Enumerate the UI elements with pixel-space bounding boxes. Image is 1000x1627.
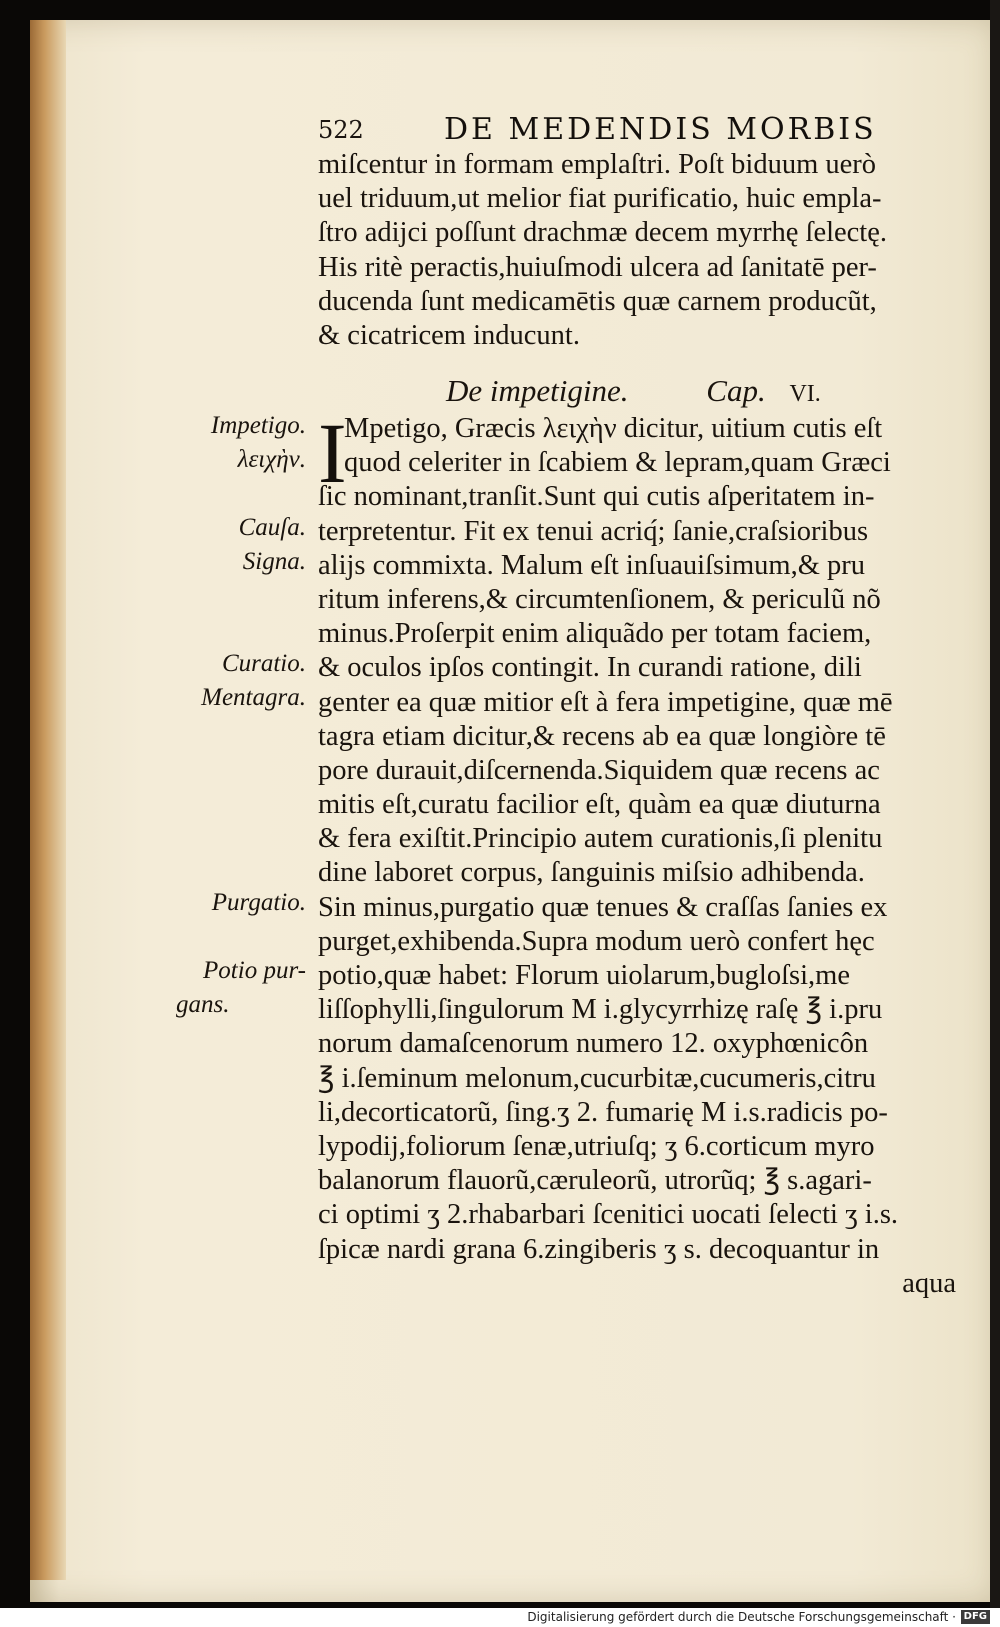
marginalia-column: [170, 0, 306, 1627]
dfg-logo: DFG: [961, 1610, 990, 1624]
text-line: norum damaſcenorum numero 12. oxyphœnicôn: [318, 1028, 869, 1060]
text-line: terpretentur. Fit ex tenui acriq́; ſanie,craſsioribus: [318, 515, 869, 547]
chapter-title: De impetigine.: [446, 373, 629, 408]
margin-note-potio-1: Potio pur-: [203, 957, 306, 984]
text-line: His ritè peractis,huiuſmodi ulcera ad ſanitatē per-: [318, 251, 877, 283]
margin-note-mentagra: Mentagra.: [201, 684, 306, 711]
text-line: ci optimi ʒ 2.rhabarbari ſcenitici uocati ſelecti ʒ i.s.: [318, 1199, 899, 1231]
text-line: alijs commixta. Malum eſt inſuauiſsimum,& pru: [318, 549, 865, 581]
text-line: & cicatricem inducunt.: [318, 319, 580, 351]
body-text-top: [318, 148, 960, 353]
book-spine-edge: [30, 20, 66, 1580]
body-text-main: [318, 405, 960, 1301]
chapter-cap-label: Cap.: [706, 373, 766, 408]
text-line: li,decorticatorũ, ſing.ʒ 2. fumarię M i.s.radicis po-: [318, 1096, 888, 1128]
text-line: ℥ i.ſeminum melonum,cucurbitæ,cucumeris,citru: [318, 1062, 876, 1094]
text-line: liſſophylli,ſingulorum M i.glycyrrhizę raſę ℥ i.pru: [318, 994, 883, 1026]
footer-credit: Digitalisierung gefördert durch die Deutsche Forschungsgemeinschaft ·: [527, 1610, 956, 1624]
text-line: & oculos ipſos contingit. In curandi ratione, dili: [318, 652, 862, 684]
text-line: miſcentur in formam emplaſtri. Poſt biduum uerò: [318, 149, 877, 180]
margin-note-curatio: Curatio.: [221, 650, 306, 677]
text-line: dine laboret corpus, ſanguinis miſsio adhibenda.: [318, 857, 865, 889]
margin-note-greek: λειχὴν.: [237, 446, 306, 473]
running-head: [318, 112, 958, 152]
text-line: lypodij,foliorum ſenæ,utriuſq; ʒ 6.corticum myro: [318, 1130, 875, 1162]
chapter-number: VI.: [789, 381, 821, 407]
text-line: quod celeriter in ſcabiem & lepram,quam Græci: [344, 447, 891, 479]
text-line: mitis eſt,curatu facilior eſt, quàm ea quæ diuturna: [318, 789, 881, 821]
text-line: & fera exiſtit.Principio autem curationis,ſi plenitu: [318, 823, 883, 855]
margin-note-causa: Cauſa.: [238, 514, 306, 541]
margin-note-signa: Signa.: [242, 548, 306, 575]
text-line: tagra etiam dicitur,& recens ab ea quæ longiòre tē: [318, 720, 886, 752]
chapter-heading: [446, 373, 821, 409]
text-line: genter ea quæ mitior eſt à fera impetigine, quæ mē: [318, 686, 893, 718]
text-line: ſtro adijci poſſunt drachmæ decem myrrhę ſelectę.: [318, 217, 887, 249]
text-line: potio,quæ habet: Florum uiolarum,bugloſsi,me: [318, 960, 850, 991]
text-line: ducenda ſunt medicamētis quæ carnem producũt,: [318, 285, 877, 317]
page-number: 522: [318, 116, 364, 144]
margin-note-purgatio: Purgatio.: [211, 889, 306, 916]
margin-note-potio-2: gans.: [176, 991, 230, 1018]
text-line: balanorum flauorũ,cæruleorũ, utrorũq; ℥ s.agari-: [318, 1165, 872, 1197]
catchword: aqua: [902, 1267, 956, 1299]
text-line: ſic nominant,tranſit.Sunt qui cutis aſperitatem in-: [318, 481, 875, 513]
text-line: minus.Proſerpit enim aliquãdo per totam faciem,: [318, 618, 872, 650]
text-line: ritum inferens,& circumtenſionem, & periculũ nõ: [318, 583, 881, 615]
text-line: Mpetigo, Græcis λειχὴν dicitur, uitium cutis eſt: [344, 413, 883, 444]
margin-note-impetigo: Impetigo.: [210, 412, 306, 439]
drop-cap: I: [318, 405, 347, 501]
scan-right-edge: [990, 0, 1000, 1608]
text-line: ſpicæ nardi grana 6.zingiberis ʒ s. decoquantur in: [318, 1233, 880, 1265]
text-line: purget,exhibenda.Supra modum uerò confert hęc: [318, 925, 875, 957]
text-line: uel triduum,ut melior fiat purificatio, huic empla-: [318, 183, 882, 215]
running-head-title: DE MEDENDIS MORBIS: [444, 112, 877, 147]
text-line: Sin minus,purgatio quæ tenues & craſſas ſanies ex: [318, 891, 888, 923]
text-line: pore durauit,diſcernenda.Siquidem quæ recens ac: [318, 754, 880, 786]
